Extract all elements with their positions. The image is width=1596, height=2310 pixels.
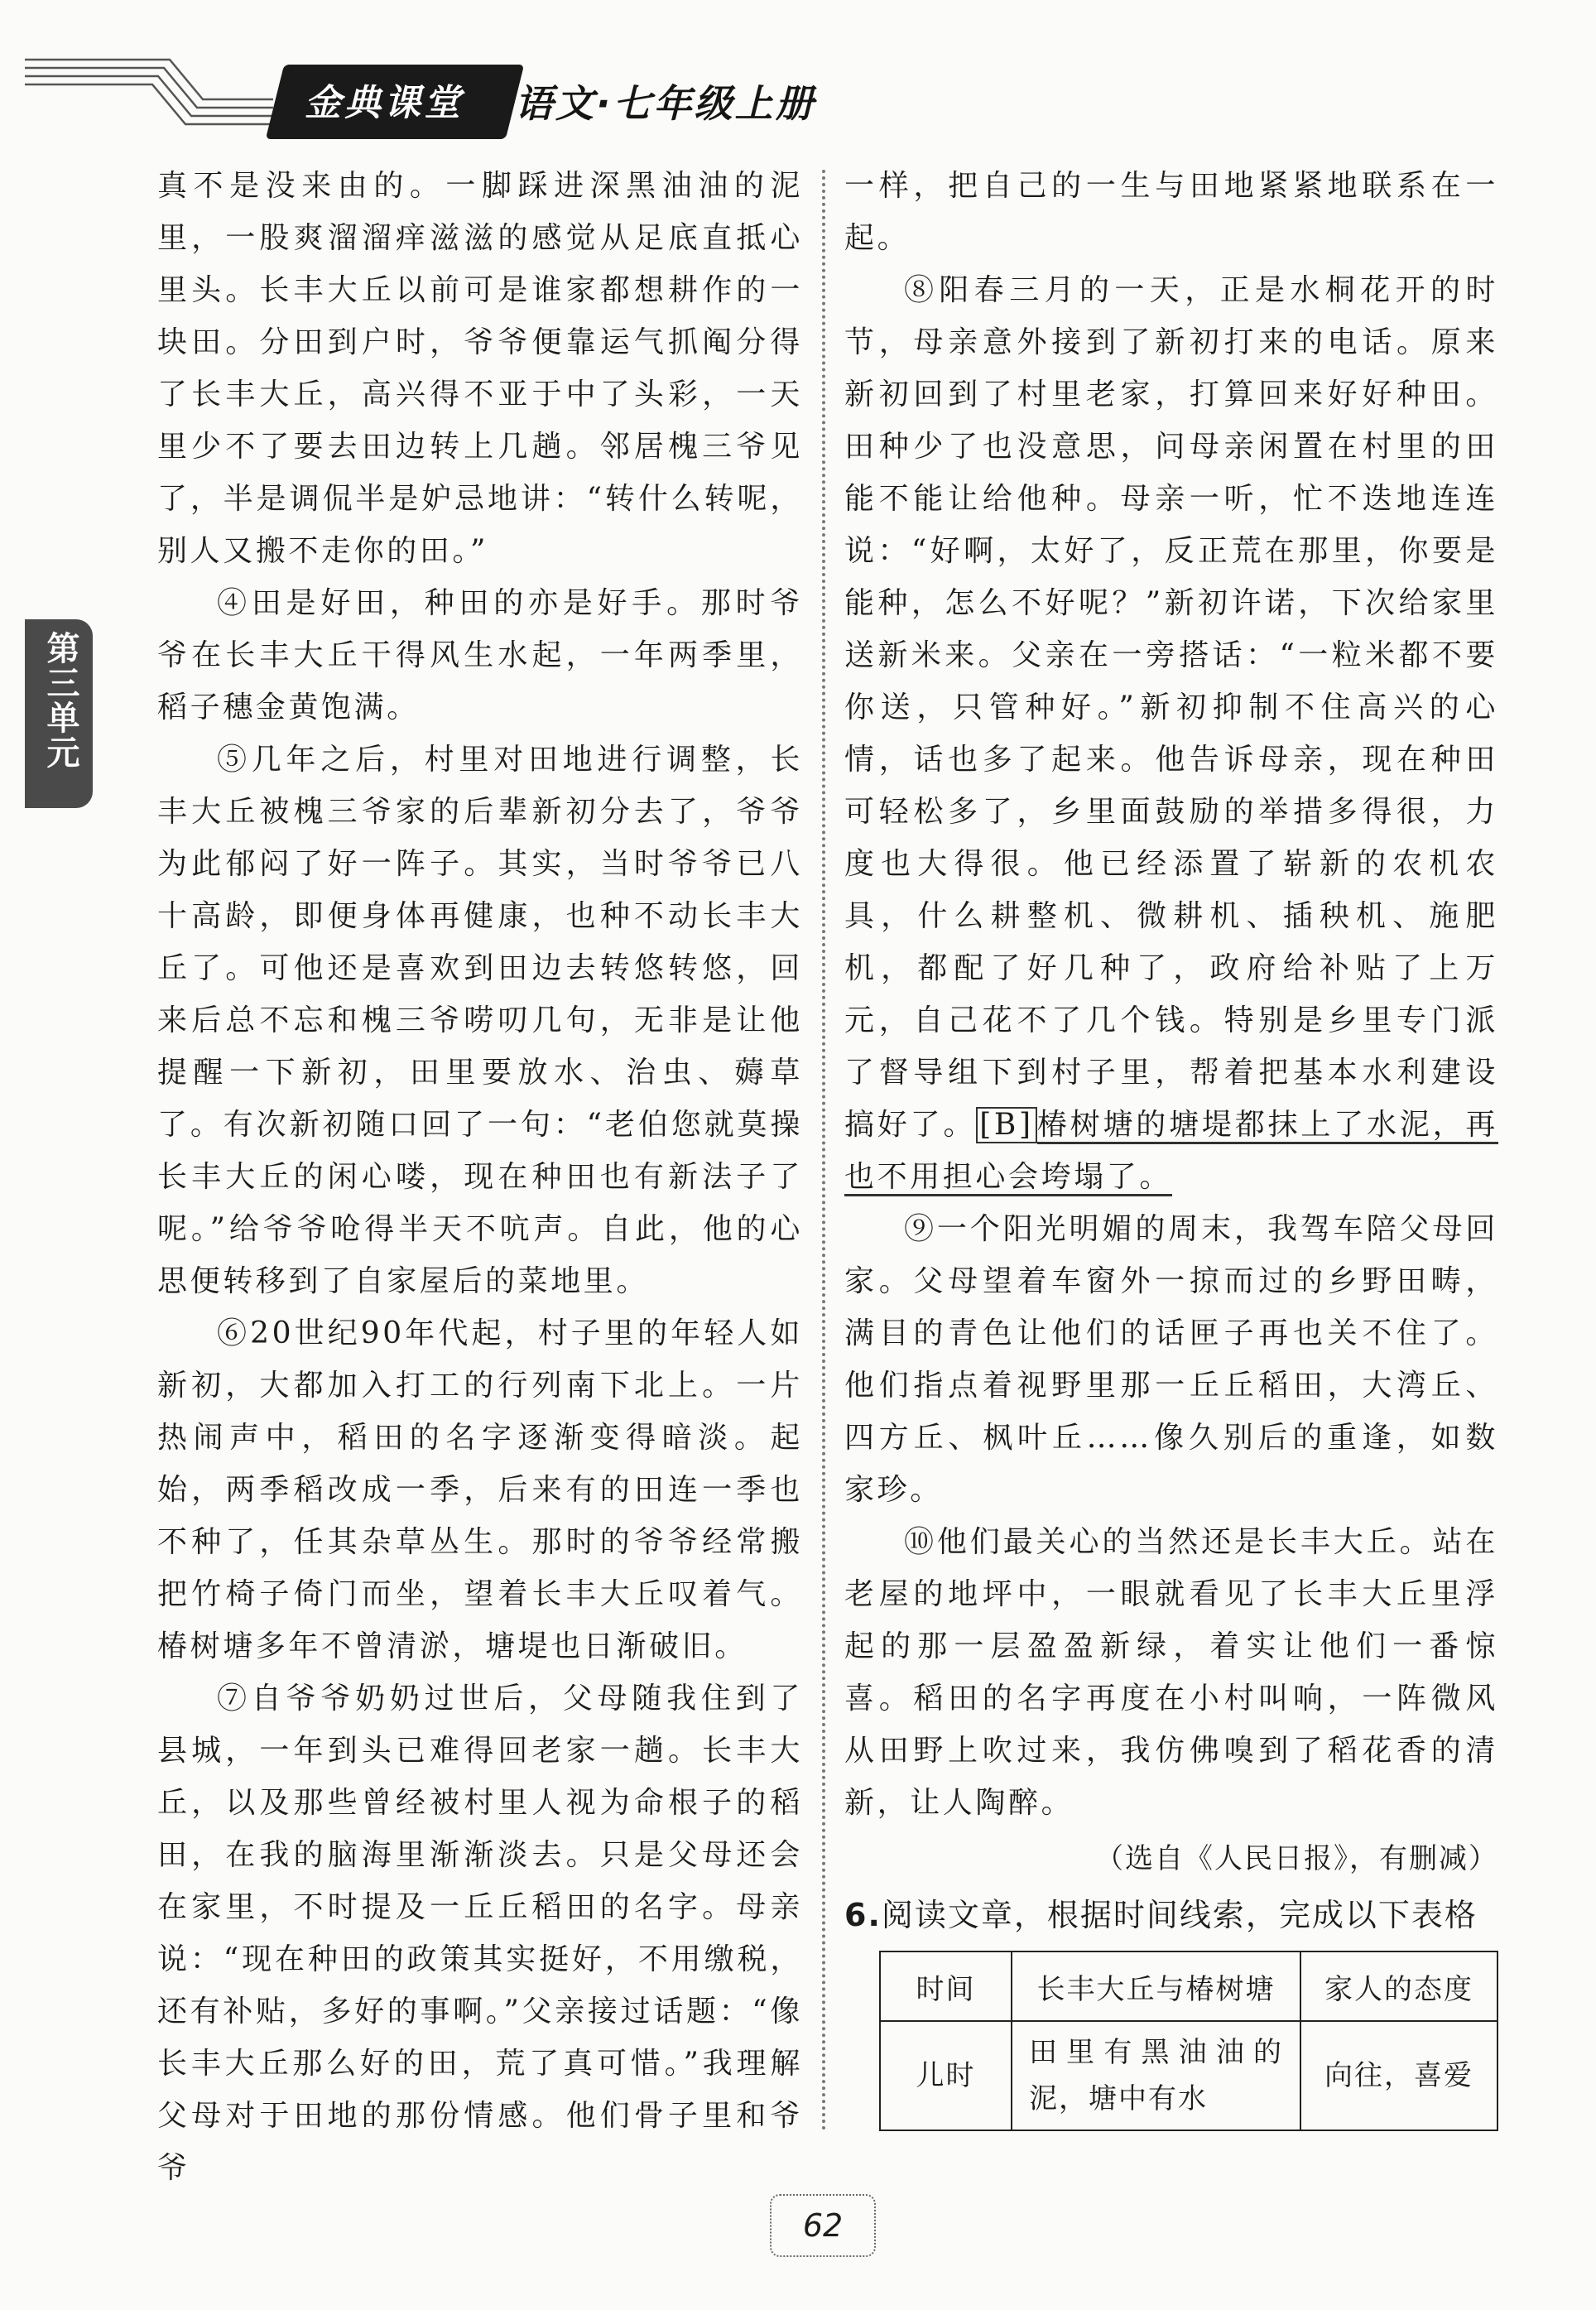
paragraph-6: ⑥20世纪90年代起，村子里的年轻人如新初，大都加入打工的行列南下北上。一片热闹声中，稻田的名字逐渐变得暗淡。起始，两季稻改成一季，后来有的田连一季也不种了，任其杂草丛生。那时的爷爷经常搬把竹椅子倚门而坐，望着长丰大丘叹着气。椿树塘多年不曾清淤，塘堤也日渐破旧。: [157, 1316, 803, 1663]
question-6: [844, 1892, 1498, 1938]
table-header-field-pond: 长丰大丘与椿树塘: [1012, 1951, 1300, 2021]
paragraph-9: ⑨一个阳光明媚的周末，我驾车陪父母回家。父母望着车窗外一掠而过的乡野田畴，满目的青色让他们的话匣子再也关不住了。他们指点着视野里那一丘丘稻田，大湾丘、四方丘、枫叶丘……像久别后的重逢，如数家珍。: [844, 1212, 1498, 1507]
underlined-sentence-b: 椿树塘的塘堤都抹上了水泥，再也不用担心会垮塌了。: [844, 1108, 1498, 1196]
page-number: 62: [770, 2194, 876, 2257]
paragraph-10: ⑩他们最关心的当然还是长丰大丘。站在老屋的地坪中，一眼就看见了长丰大丘里浮起的那一层盈盈新绿，着实让他们一番惊喜。稻田的名字再度在小村叫响，一阵微风从田野上吹过来，我仿佛嗅到了稻花香的清新，让人陶醉。: [844, 1525, 1498, 1820]
brand-title: 金典课堂: [305, 82, 464, 124]
table-header-attitude: 家人的态度: [1300, 1951, 1497, 2021]
table-row: [880, 2021, 1497, 2130]
right-column: [844, 160, 1498, 1938]
table-cell-attitude: 向往，喜爱: [1300, 2021, 1497, 2130]
column-divider: [822, 170, 825, 2132]
paragraph-7: ⑦自爷爷奶奶过世后，父母随我住到了县城，一年到头已难得回老家一趟。长丰大丘，以及那些曾经被村里人视为命根子的稻田，在我的脑海里渐渐淡去。只是父母还会在家里，不时提及一丘丘稻田的名字。母亲说：“现在种田的政策其实挺好，不用缴税，还有补贴，多好的事啊。”父亲接过话题：“像长丰大丘那么好的田，荒了真可惜。”我理解父母对于田地的那份情感。他们骨子里和爷爷: [157, 1682, 803, 2185]
question-number: 6.: [844, 1897, 882, 1933]
left-column: [157, 160, 803, 2194]
table-header-row: [880, 1951, 1497, 2021]
timeline-table: [879, 1951, 1498, 2131]
unit-side-tab: [25, 619, 93, 808]
page-header: [0, 50, 1596, 141]
paragraph-5: ⑤几年之后，村里对田地进行调整，长丰大丘被槐三爷家的后辈新初分去了，爷爷为此郁闷了好一阵子。其实，当时爷爷已八十高龄，即便身体再健康，也种不动长丰大丘了。可他还是喜欢到田边去转悠转悠，回来后总不忘和槐三爷唠叨几句，无非是让他提醒一下新初，田里要放水、治虫、薅草了。有次新初随口回了一句：“老伯您就莫操长丰大丘的闲心喽，现在种田也有新法子了呢。”给爷爷呛得半天不吭声。自此，他的心思便转移到了自家屋后的菜地里。: [157, 743, 803, 1298]
table-cell-field-pond: 田里有黑油油的泥，塘中有水: [1012, 2021, 1300, 2130]
paragraph-8: [844, 264, 1498, 1203]
mark-b-box: [B]: [976, 1107, 1036, 1143]
subject-title: 语文·七年级上册: [515, 81, 816, 126]
unit-label: 第三单元: [41, 631, 79, 770]
table-cell-time: 儿时: [880, 2021, 1012, 2130]
paragraph-7-continuation: 一样，把自己的一生与田地紧紧地联系在一起。: [844, 169, 1498, 255]
paragraph-4: ④田是好田，种田的亦是好手。那时爷爷在长丰大丘干得风生水起，一年两季里，稻子穗金黄饱满。: [157, 586, 803, 724]
source-citation: （选自《人民日报》，有删减）: [1095, 1842, 1498, 1875]
paragraph-3-continuation: 真不是没来由的。一脚踩进深黑油油的泥里，一股爽溜溜痒滋滋的感觉从足底直抵心里头。长丰大丘以前可是谁家都想耕作的一块田。分田到户时，爷爷便靠运气抓阄分得了长丰大丘，高兴得不亚于中了头彩，一天里少不了要去田边转上几趟。邻居槐三爷见了，半是调侃半是妒忌地讲：“转什么转呢，别人又搬不走你的田。”: [157, 169, 803, 568]
question-text: 阅读文章，根据时间线索，完成以下表格: [881, 1897, 1478, 1933]
table-header-time: 时间: [880, 1951, 1012, 2021]
paragraph-8-text: ⑧阳春三月的一天，正是水桐花开的时节，母亲意外接到了新初打来的电话。原来新初回到了村里老家，打算回来好好种田。田种少了也没意思，问母亲闲置在村里的田能不能让给他种。母亲一听，忙不迭地连连说：“好啊，太好了，反正荒在那里，你要是能种，怎么不好呢？”新初许诺，下次给家里送新米来。父亲在一旁搭话：“一粒米都不要你送，只管种好。”新初抑制不住高兴的心情，话也多了起来。他告诉母亲，现在种田可轻松多了，乡里面鼓励的举措多得很，力度也大得很。他已经添置了崭新的农机农具，什么耕整机、微耕机、插秧机、施肥机，都配了好几种了，政府给补贴了上万元，自己花不了几个钱。特别是乡里专门派了督导组下到村子里，帮着把基本水利建设搞好了。: [844, 273, 1498, 1142]
header-decoration-lines: [25, 50, 290, 141]
